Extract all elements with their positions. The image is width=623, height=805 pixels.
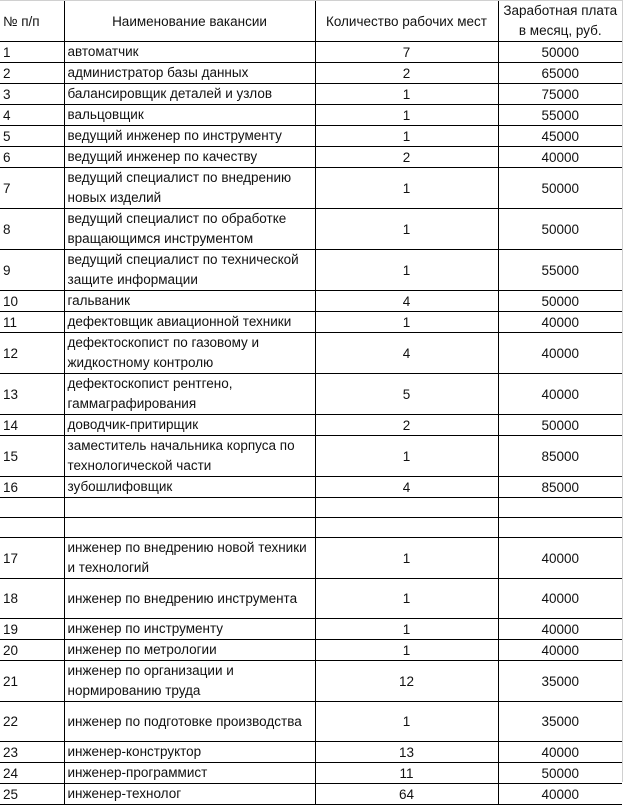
cell-count: 13 bbox=[315, 742, 498, 763]
cell-vacancy-name: инженер по внедрению инструмента bbox=[64, 579, 315, 619]
cell-num: 1 bbox=[0, 42, 64, 63]
cell-num: 5 bbox=[0, 126, 64, 147]
cell-vacancy-name: дефектоскопист по газовому и жидкостному контролю bbox=[64, 333, 315, 374]
table-row bbox=[0, 640, 622, 661]
cell-count: 2 bbox=[315, 63, 498, 84]
cell-num: 19 bbox=[0, 619, 64, 640]
cell-num: 25 bbox=[0, 784, 64, 805]
table-row bbox=[0, 742, 622, 763]
table-row bbox=[0, 579, 622, 619]
cell-salary: 40000 bbox=[498, 784, 622, 805]
cell-count: 1 bbox=[315, 168, 498, 209]
cell-vacancy-name: инженер по подготовке производства bbox=[64, 702, 315, 742]
cell-vacancy-name: ведущий инженер по качеству bbox=[64, 147, 315, 168]
table-row bbox=[0, 126, 622, 147]
cell-vacancy-name: инженер по инструменту bbox=[64, 619, 315, 640]
cell-num: 22 bbox=[0, 702, 64, 742]
cell-salary: 35000 bbox=[498, 702, 622, 742]
cell-count: 11 bbox=[315, 763, 498, 784]
cell-num bbox=[0, 498, 64, 518]
cell-salary: 85000 bbox=[498, 477, 622, 498]
cell-vacancy-name: ведущий специалист по обработке вращающимся инструментом bbox=[64, 209, 315, 250]
cell-salary: 85000 bbox=[498, 436, 622, 477]
cell-num: 20 bbox=[0, 640, 64, 661]
cell-vacancy-name: инженер по метрологии bbox=[64, 640, 315, 661]
table-row bbox=[0, 784, 622, 805]
cell-count: 12 bbox=[315, 661, 498, 702]
cell-salary bbox=[498, 498, 622, 518]
cell-num bbox=[0, 518, 64, 538]
cell-count: 4 bbox=[315, 477, 498, 498]
table-row bbox=[0, 168, 622, 209]
header-count: Количество рабочих мест bbox=[315, 1, 498, 42]
cell-num: 8 bbox=[0, 209, 64, 250]
cell-num: 11 bbox=[0, 312, 64, 333]
header-salary: Заработная плата в месяц, руб. bbox=[498, 1, 622, 42]
table-row bbox=[0, 291, 622, 312]
cell-salary: 40000 bbox=[498, 374, 622, 415]
cell-count: 1 bbox=[315, 619, 498, 640]
cell-count: 7 bbox=[315, 42, 498, 63]
vacancy-table bbox=[0, 1, 622, 805]
cell-vacancy-name: инженер по организации и нормированию труда bbox=[64, 661, 315, 702]
cell-num: 4 bbox=[0, 105, 64, 126]
cell-vacancy-name: автоматчик bbox=[64, 42, 315, 63]
cell-vacancy-name bbox=[64, 518, 315, 538]
cell-salary: 40000 bbox=[498, 619, 622, 640]
cell-count: 1 bbox=[315, 702, 498, 742]
cell-salary: 40000 bbox=[498, 640, 622, 661]
cell-salary: 50000 bbox=[498, 168, 622, 209]
cell-vacancy-name: доводчик-притирщик bbox=[64, 415, 315, 436]
table-row bbox=[0, 498, 622, 518]
cell-vacancy-name: инженер-программист bbox=[64, 763, 315, 784]
cell-count: 1 bbox=[315, 250, 498, 291]
cell-count bbox=[315, 518, 498, 538]
cell-num: 3 bbox=[0, 84, 64, 105]
table-row bbox=[0, 436, 622, 477]
cell-num: 16 bbox=[0, 477, 64, 498]
cell-vacancy-name: администратор базы данных bbox=[64, 63, 315, 84]
cell-num: 14 bbox=[0, 415, 64, 436]
cell-num: 17 bbox=[0, 538, 64, 579]
table-row bbox=[0, 42, 622, 63]
cell-salary: 65000 bbox=[498, 63, 622, 84]
cell-salary: 75000 bbox=[498, 84, 622, 105]
table-row bbox=[0, 518, 622, 538]
table-row bbox=[0, 84, 622, 105]
cell-salary: 40000 bbox=[498, 333, 622, 374]
cell-vacancy-name: гальваник bbox=[64, 291, 315, 312]
table-row bbox=[0, 105, 622, 126]
cell-salary: 50000 bbox=[498, 763, 622, 784]
cell-vacancy-name: зубошлифовщик bbox=[64, 477, 315, 498]
cell-count: 1 bbox=[315, 579, 498, 619]
cell-count: 1 bbox=[315, 538, 498, 579]
table-row bbox=[0, 661, 622, 702]
table-row bbox=[0, 763, 622, 784]
cell-num: 13 bbox=[0, 374, 64, 415]
cell-count: 1 bbox=[315, 209, 498, 250]
cell-salary: 45000 bbox=[498, 126, 622, 147]
cell-num: 18 bbox=[0, 579, 64, 619]
cell-vacancy-name: заместитель начальника корпуса по технологической части bbox=[64, 436, 315, 477]
table-row bbox=[0, 415, 622, 436]
header-num: № п/п bbox=[0, 1, 64, 42]
cell-vacancy-name: дефектоскопист рентгено, гаммаграфирования bbox=[64, 374, 315, 415]
cell-num: 6 bbox=[0, 147, 64, 168]
cell-vacancy-name: ведущий специалист по внедрению новых изделий bbox=[64, 168, 315, 209]
cell-salary: 55000 bbox=[498, 250, 622, 291]
cell-count: 1 bbox=[315, 84, 498, 105]
table-row bbox=[0, 702, 622, 742]
cell-salary: 40000 bbox=[498, 579, 622, 619]
cell-salary: 40000 bbox=[498, 147, 622, 168]
cell-count: 1 bbox=[315, 126, 498, 147]
cell-num: 7 bbox=[0, 168, 64, 209]
cell-vacancy-name: инженер по внедрению новой техники и технологий bbox=[64, 538, 315, 579]
table-body bbox=[0, 42, 622, 805]
cell-count: 1 bbox=[315, 436, 498, 477]
cell-salary: 40000 bbox=[498, 538, 622, 579]
cell-vacancy-name: дефектовщик авиационной техники bbox=[64, 312, 315, 333]
cell-count: 1 bbox=[315, 640, 498, 661]
table-row bbox=[0, 63, 622, 84]
table-row bbox=[0, 147, 622, 168]
cell-salary: 55000 bbox=[498, 105, 622, 126]
cell-vacancy-name: вальцовщик bbox=[64, 105, 315, 126]
cell-salary: 50000 bbox=[498, 415, 622, 436]
cell-salary: 35000 bbox=[498, 661, 622, 702]
cell-count: 1 bbox=[315, 105, 498, 126]
cell-num: 9 bbox=[0, 250, 64, 291]
cell-salary: 40000 bbox=[498, 742, 622, 763]
cell-num: 2 bbox=[0, 63, 64, 84]
cell-vacancy-name: ведущий специалист по технической защите информации bbox=[64, 250, 315, 291]
cell-salary: 40000 bbox=[498, 312, 622, 333]
cell-count: 4 bbox=[315, 333, 498, 374]
cell-vacancy-name: инженер-технолог bbox=[64, 784, 315, 805]
header-name: Наименование вакансии bbox=[64, 1, 315, 42]
table-row bbox=[0, 312, 622, 333]
table-row bbox=[0, 374, 622, 415]
table-row bbox=[0, 538, 622, 579]
cell-num: 24 bbox=[0, 763, 64, 784]
header-row bbox=[0, 1, 622, 42]
table-row bbox=[0, 209, 622, 250]
cell-num: 12 bbox=[0, 333, 64, 374]
cell-salary: 50000 bbox=[498, 209, 622, 250]
table-row bbox=[0, 333, 622, 374]
cell-count: 1 bbox=[315, 312, 498, 333]
cell-vacancy-name: инженер-конструктор bbox=[64, 742, 315, 763]
cell-vacancy-name bbox=[64, 498, 315, 518]
cell-count bbox=[315, 498, 498, 518]
cell-vacancy-name: балансировщик деталей и узлов bbox=[64, 84, 315, 105]
cell-salary bbox=[498, 518, 622, 538]
cell-num: 15 bbox=[0, 436, 64, 477]
cell-salary: 50000 bbox=[498, 42, 622, 63]
cell-num: 23 bbox=[0, 742, 64, 763]
cell-count: 2 bbox=[315, 415, 498, 436]
table-row bbox=[0, 477, 622, 498]
cell-vacancy-name: ведущий инженер по инструменту bbox=[64, 126, 315, 147]
cell-count: 64 bbox=[315, 784, 498, 805]
cell-num: 10 bbox=[0, 291, 64, 312]
table-row bbox=[0, 250, 622, 291]
table-row bbox=[0, 619, 622, 640]
cell-count: 2 bbox=[315, 147, 498, 168]
cell-num: 21 bbox=[0, 661, 64, 702]
cell-count: 4 bbox=[315, 291, 498, 312]
cell-count: 5 bbox=[315, 374, 498, 415]
cell-salary: 50000 bbox=[498, 291, 622, 312]
